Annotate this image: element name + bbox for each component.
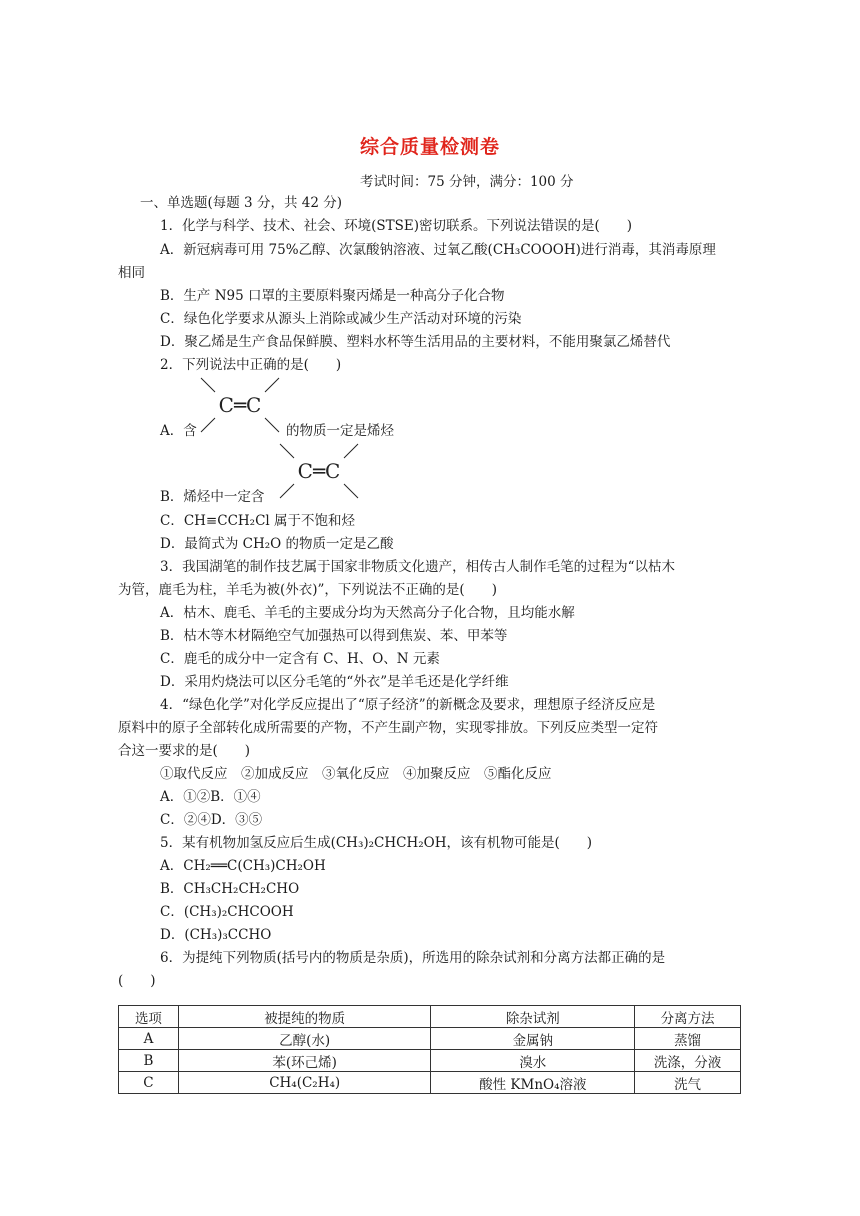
q1-option-b: B．生产 N95 口罩的主要原料聚丙烯是一种高分子化合物 — [160, 288, 505, 304]
purification-table — [118, 1005, 741, 1094]
q3-option-c: C．鹿毛的成分中一定含有 C、H、O、N 元素 — [160, 651, 440, 667]
table-cell: 乙醇(水) — [178, 1028, 431, 1050]
alkene-structure-2 — [274, 440, 364, 502]
q2-option-d: D．最简式为 CH₂O 的物质一定是乙酸 — [160, 536, 394, 552]
table-cell: 蒸馏 — [635, 1028, 741, 1050]
table-row — [119, 1072, 741, 1094]
q5-stem: 5．某有机物加氢反应后生成(CH₃)₂CHCH₂OH，该有机物可能是( ) — [160, 835, 593, 851]
q3-stem-1: 3．我国湖笔的制作技艺属于国家非物质文化遗产，相传古人制作毛笔的过程为“以枯木 — [160, 559, 675, 575]
q2-option-a-prefix: A．含 — [160, 423, 197, 439]
q3-option-d: D．采用灼烧法可以区分毛笔的“外衣”是羊毛还是化学纤维 — [160, 674, 509, 690]
q5-option-c: C．(CH₃)₂CHCOOH — [160, 904, 294, 920]
q4-options-cd: C．②④D．③⑤ — [160, 812, 263, 828]
table-cell: B — [119, 1050, 179, 1072]
q1-stem: 1．化学与科学、技术、社会、环境(STSE)密切联系。下列说法错误的是( ) — [160, 218, 633, 234]
q4-stem-1: 4．“绿色化学”对化学反应提出了“原子经济”的新概念及要求，理想原子经济反应是 — [160, 697, 656, 713]
q3-option-a: A．枯木、鹿毛、羊毛的主要成分均为天然高分子化合物，且均能水解 — [160, 605, 575, 621]
q2-option-b: B．烯烃中一定含 — [160, 489, 265, 505]
table-header-cell: 被提纯的物质 — [178, 1006, 431, 1028]
table-cell: 金属钠 — [431, 1028, 635, 1050]
table-cell: C — [119, 1072, 179, 1094]
q1-option-c: C．绿色化学要求从源头上消除或减少生产活动对环境的污染 — [160, 311, 522, 327]
table-header-row — [119, 1006, 741, 1028]
q3-stem-2: 为管，鹿毛为柱，羊毛为被(外衣)”，下列说法不正确的是( ) — [118, 582, 497, 598]
table-cell: CH₄(C₂H₄) — [178, 1072, 431, 1094]
alkene-structure-2-label: C═C — [297, 459, 341, 483]
page-title: 综合质量检测卷 — [359, 136, 500, 158]
q2-stem: 2．下列说法中正确的是( ) — [160, 357, 342, 373]
q4-stem-3: 合这一要求的是( ) — [118, 743, 251, 759]
alkene-structure-1-label: C═C — [218, 393, 262, 417]
table-cell: A — [119, 1028, 179, 1050]
q2-option-c: C．CH≡CCH₂Cl 属于不饱和烃 — [160, 513, 356, 529]
q1-option-d: D．聚乙烯是生产食品保鲜膜、塑料水杯等生活用品的主要材料，不能用聚氯乙烯替代 — [160, 334, 671, 350]
table-cell: 洗涤，分液 — [635, 1050, 741, 1072]
table-cell: 酸性 KMnO₄溶液 — [431, 1072, 635, 1094]
q1-option-a: A．新冠病毒可用 75%乙醇、次氯酸钠溶液、过氧乙酸(CH₃COOOH)进行消毒，其消毒原理 — [160, 242, 716, 258]
table-header-cell: 选项 — [119, 1006, 179, 1028]
q5-option-d: D．(CH₃)₃CCHO — [160, 927, 272, 943]
section-heading: 一、单选题(每题 3 分，共 42 分) — [140, 195, 342, 211]
exam-info: 考试时间：75 分钟，满分：100 分 — [360, 174, 574, 190]
table-row — [119, 1028, 741, 1050]
q2-option-a-suffix: 的物质一定是烯烃 — [286, 423, 394, 439]
table-cell: 溴水 — [431, 1050, 635, 1072]
q4-items: ①取代反应 ②加成反应 ③氧化反应 ④加聚反应 ⑤酯化反应 — [160, 766, 552, 782]
q4-stem-2: 原料中的原子全部转化成所需要的产物，不产生副产物，实现零排放。下列反应类型一定符 — [118, 720, 658, 736]
table-row — [119, 1050, 741, 1072]
q6-stem-1: 6．为提纯下列物质(括号内的物质是杂质)，所选用的除杂试剂和分离方法都正确的是 — [160, 950, 666, 966]
table-cell: 苯(环己烯) — [178, 1050, 431, 1072]
q5-option-a: A．CH₂══C(CH₃)CH₂OH — [160, 858, 326, 874]
q5-option-b: B．CH₃CH₂CH₂CHO — [160, 881, 300, 897]
table-header-cell: 分离方法 — [635, 1006, 741, 1028]
alkene-structure-1 — [195, 374, 285, 436]
q1-option-a-cont: 相同 — [118, 265, 145, 281]
table-header-cell: 除杂试剂 — [431, 1006, 635, 1028]
q3-option-b: B．枯木等木材隔绝空气加强热可以得到焦炭、苯、甲苯等 — [160, 628, 508, 644]
table-cell: 洗气 — [635, 1072, 741, 1094]
q4-options-ab: A．①②B．①④ — [160, 789, 261, 805]
q6-stem-2: ( ) — [118, 973, 156, 989]
